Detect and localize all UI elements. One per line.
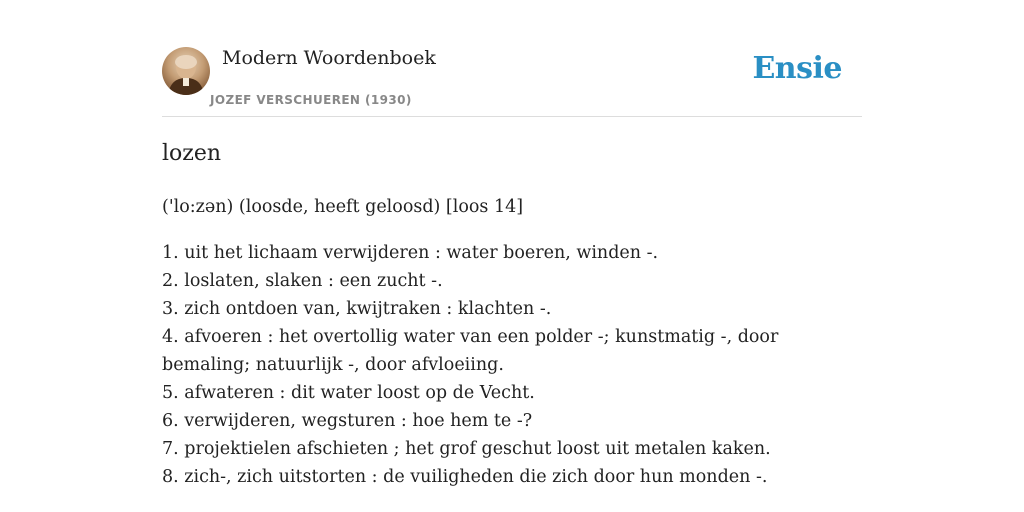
- sense-item: 2. loslaten, slaken : een zucht -.: [162, 271, 443, 291]
- author-avatar[interactable]: [162, 47, 210, 95]
- author-name: JOZEF VERSCHUEREN (1930): [210, 93, 412, 107]
- sense-item: 8. zich-, zich uitstorten : de vuiligheden die zich door hun monden -.: [162, 467, 768, 487]
- ensie-logo-link[interactable]: Ensie: [752, 51, 842, 86]
- portrait-photo-icon: [162, 47, 210, 95]
- entry-headword: lozen: [162, 141, 222, 166]
- sense-item: 3. zich ontdoen van, kwijtraken : klachten -.: [162, 299, 552, 319]
- sense-item: 1. uit het lichaam verwijderen : water boeren, winden -.: [162, 243, 659, 263]
- page-container: [162, 0, 862, 487]
- header: [162, 0, 862, 117]
- sense-item: 4. afvoeren : het overtollig water van een polder -; kunstmatig -, door bemaling; natuurlijk -, door afvloeiing.: [162, 327, 779, 375]
- dictionary-title[interactable]: Modern Woordenboek: [222, 47, 436, 69]
- sense-list: [162, 239, 862, 491]
- entry-pronunciation: ('lo:zən) (loosde, heeft geloosd) [loos 14]: [162, 197, 524, 217]
- sense-item: 7. projektielen afschieten ; het grof geschut loost uit metalen kaken.: [162, 439, 771, 459]
- sense-item: 6. verwijderen, wegsturen : hoe hem te -?: [162, 411, 533, 431]
- sense-item: 5. afwateren : dit water loost op de Vecht.: [162, 383, 535, 403]
